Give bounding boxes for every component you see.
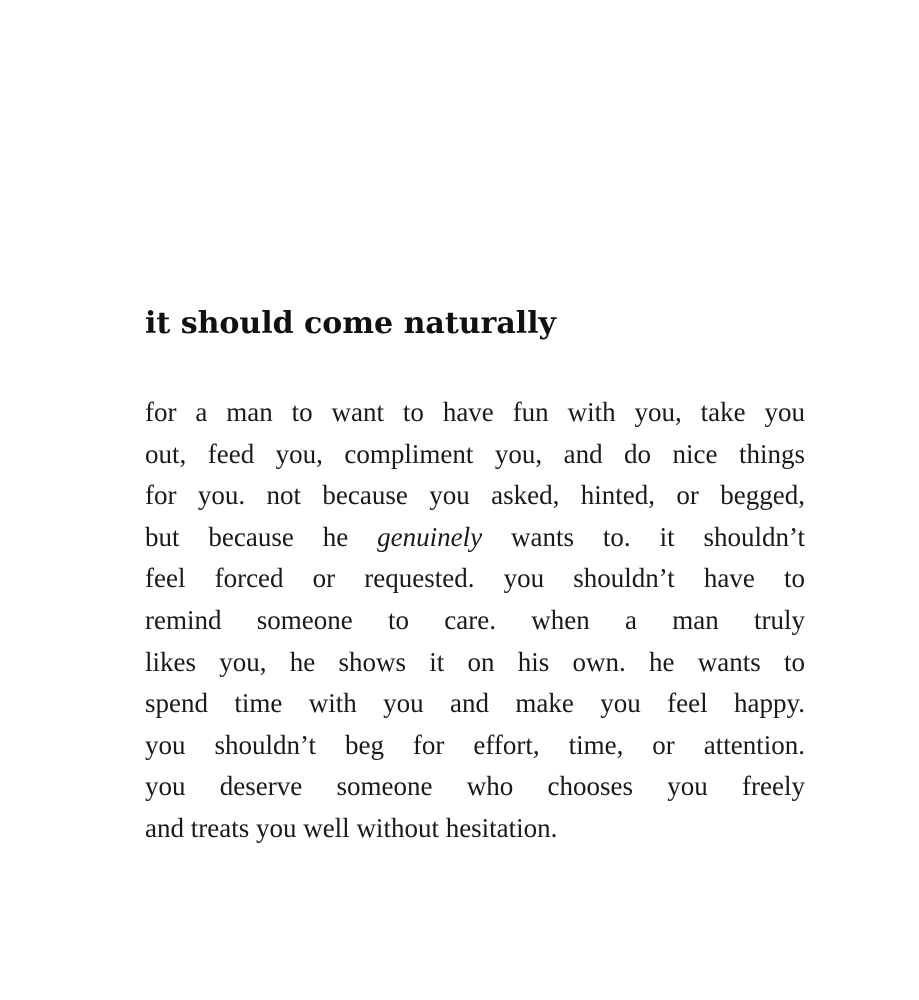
- paragraph-line: [145, 517, 805, 559]
- paragraph-line: for you. not because you asked, hinted, or begged,: [145, 480, 805, 511]
- page-title: it should come naturally: [145, 306, 556, 341]
- paragraph-line: and treats you well without hesitation.: [145, 812, 558, 843]
- line-text-after: wants to. it shouldn’t: [482, 521, 805, 552]
- paragraph-line: you shouldn’t beg for effort, time, or attention.: [145, 729, 805, 760]
- paragraph-line: out, feed you, compliment you, and do nice things: [145, 438, 805, 469]
- paragraph-line: spend time with you and make you feel happy.: [145, 688, 805, 719]
- emphasized-word: genuinely: [377, 521, 483, 552]
- paragraph-line: likes you, he shows it on his own. he wants to: [145, 646, 805, 677]
- paragraph-line: feel forced or requested. you shouldn’t have to: [145, 563, 805, 594]
- paragraph-line: you deserve someone who chooses you freely: [145, 771, 805, 802]
- paragraph-line: remind someone to care. when a man truly: [145, 604, 805, 635]
- body-paragraph: [145, 392, 805, 850]
- line-text-before: but because he: [145, 521, 378, 552]
- paragraph-line: for a man to want to have fun with you, take you: [145, 397, 805, 427]
